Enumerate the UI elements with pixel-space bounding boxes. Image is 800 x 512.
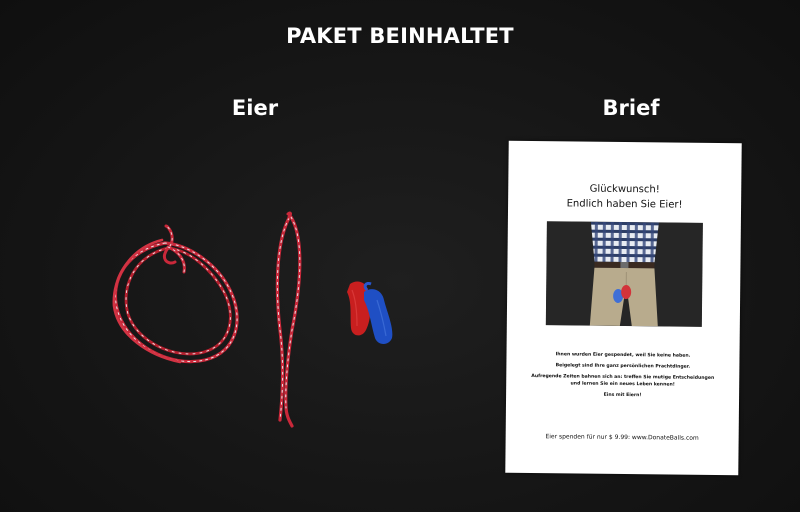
letter-body-line-5: Eins mit Eiern! — [603, 392, 642, 399]
cord-strand — [277, 213, 299, 426]
letter-body-line-1: Ihnen wurden Eier gespendet, weil Sie keine haben. — [555, 352, 691, 359]
balloons — [347, 282, 392, 344]
letter-photo — [546, 221, 703, 327]
letter-body-line-4: und lernen Sie ein neues Leben kennen! — [570, 381, 675, 388]
letter-heading-line-1: Glückwunsch! — [589, 183, 660, 196]
letter-body-line-3: Aufregende Zeiten bahnen sich an: treffen Sie mutige Entscheidungen — [531, 374, 715, 381]
letter-heading-line-2: Endlich haben Sie Eier! — [566, 198, 683, 211]
letter-heading — [508, 181, 741, 213]
letter-body — [510, 351, 736, 404]
letter-body-line-2: Beigelegt sind Ihre ganz persönlichen Prachtdinger. — [555, 363, 691, 370]
eier-label: Eier — [231, 96, 279, 120]
letter — [505, 141, 741, 475]
letter-footer: Eier spenden für nur $ 9.99: www.DonateBalls.com — [545, 433, 699, 442]
page-title: PAKET BEINHALTET — [286, 24, 514, 48]
cord-loop — [114, 226, 237, 362]
brief-label: Brief — [602, 96, 660, 120]
